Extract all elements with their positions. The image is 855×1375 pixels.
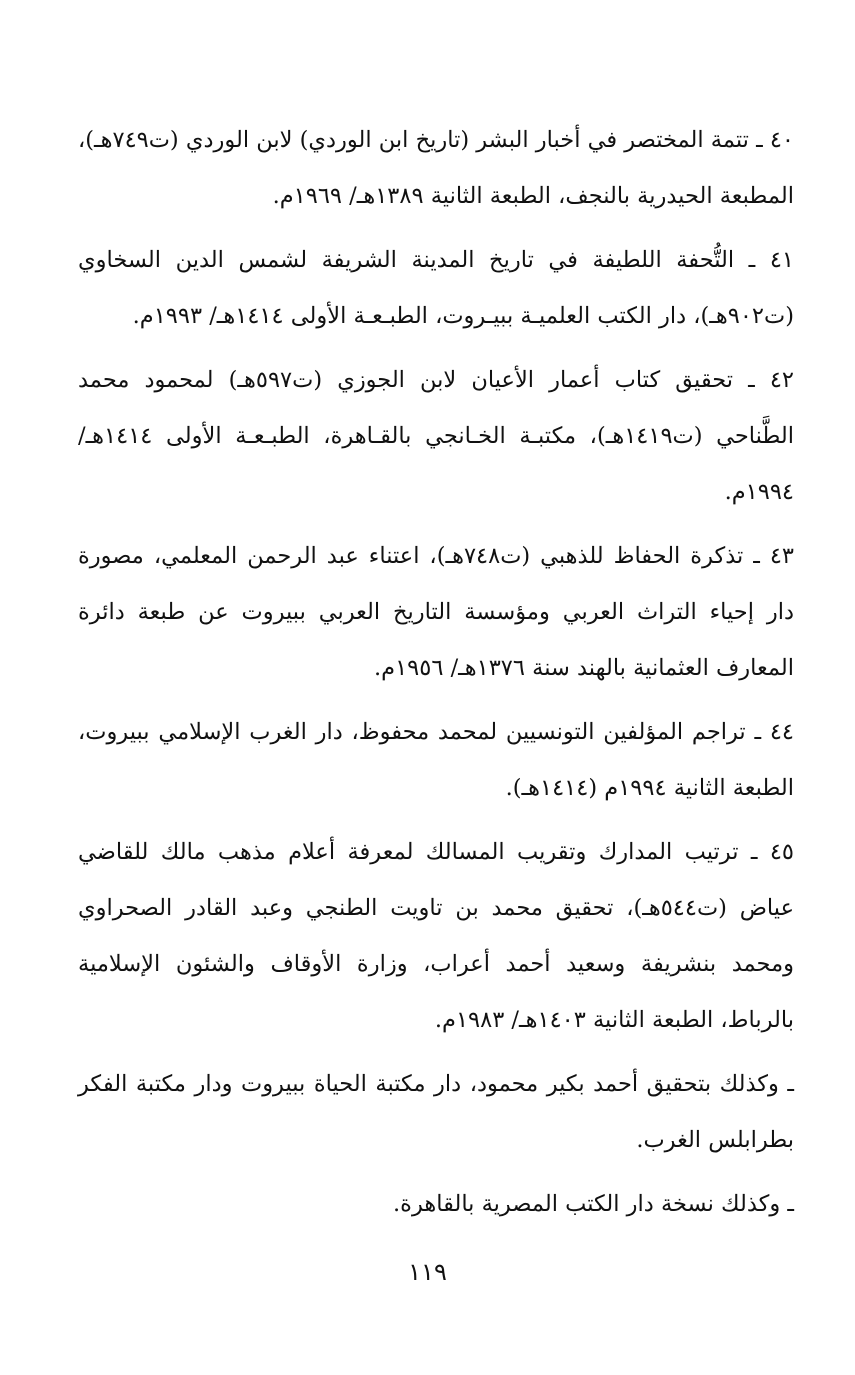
entry-text: التُّحفة اللطيفة في تاريخ المدينة الشريفة لشمس الدين السخاوي (ت٩٠٢هـ)، دار الكتب العلميـة ببيـروت، الطبـعـة الأولى ١٤١٤هـ/ ١٩٩٣م.	[78, 247, 794, 329]
bibliography-entry-44	[78, 704, 794, 816]
entry-number: ٤١	[769, 247, 794, 273]
bibliography-entry-45	[78, 824, 794, 1048]
entry-number: ٤٥	[769, 839, 794, 865]
entry-separator: ـ	[743, 543, 770, 569]
entry-text: تراجم المؤلفين التونسيين لمحمد محفوظ، دار الغرب الإسلامي ببيروت، الطبعة الثانية ١٩٩٤م (١٤١٤هـ).	[78, 719, 794, 801]
entry-separator: ـ	[745, 719, 770, 745]
bibliography-entry-43	[78, 528, 794, 696]
bibliography-entry-42	[78, 352, 794, 520]
entry-separator: ـ	[738, 839, 770, 865]
entry-number: ٤٠	[769, 127, 794, 153]
edition-note-2: ـ وكذلك نسخة دار الكتب المصرية بالقاهرة.	[393, 1191, 794, 1217]
entry-separator: ـ	[748, 127, 770, 153]
entry-text: تتمة المختصر في أخبار البشر (تاريخ ابن الوردي) لابن الوردي (ت٧٤٩هـ)، المطبعة الحيدرية بالنجف، الطبعة الثانية ١٣٨٩هـ/ ١٩٦٩م.	[77, 127, 794, 209]
entry-text: تذكرة الحفاظ للذهبي (ت٧٤٨هـ)، اعتناء عبد الرحمن المعلمي، مصورة دار إحياء التراث العربي ومؤسسة التاريخ العربي ببيروت عن طبعة دائرة المعارف العثمانية بالهند سنة ١٣٧٦هـ/ ١٩٥٦م.	[78, 543, 794, 681]
entry-text: ترتيب المدارك وتقريب المسالك لمعرفة أعلام مذهب مالك للقاضي عياض (ت٥٤٤هـ)، تحقيق محمد بن تاويت الطنجي وعبد القادر الصحراوي ومحمد بنشريفة وسعيد أحمد أعراب، وزارة الأوقاف والشئون الإسلامية بالرباط، الطبعة الثانية ١٤٠٣هـ/ ١٩٨٣م.	[78, 839, 794, 1033]
bibliography-entry-40	[78, 112, 794, 224]
entry-separator: ـ	[733, 367, 770, 393]
document-body	[78, 112, 794, 1240]
bibliography-entry-41	[78, 232, 794, 344]
entry-number: ٤٢	[769, 367, 794, 393]
entry-separator: ـ	[734, 247, 770, 273]
edition-note-1: ـ وكذلك بتحقيق أحمد بكير محمود، دار مكتبة الحياة ببيروت ودار مكتبة الفكر بطرابلس الغرب.	[78, 1071, 794, 1153]
entry-number: ٤٣	[769, 543, 794, 569]
entry-number: ٤٤	[769, 719, 795, 745]
page-number: ١١٩	[408, 1258, 447, 1286]
entry-text: تحقيق كتاب أعمار الأعيان لابن الجوزي (ت٥٩٧هـ) لمحمود محمد الطَّناحي (ت١٤١٩هـ)، مكتبـة الخـانجي بالقـاهرة، الطبـعـة الأولى ١٤١٤هـ/ ١٩٩٤م.	[78, 367, 794, 505]
